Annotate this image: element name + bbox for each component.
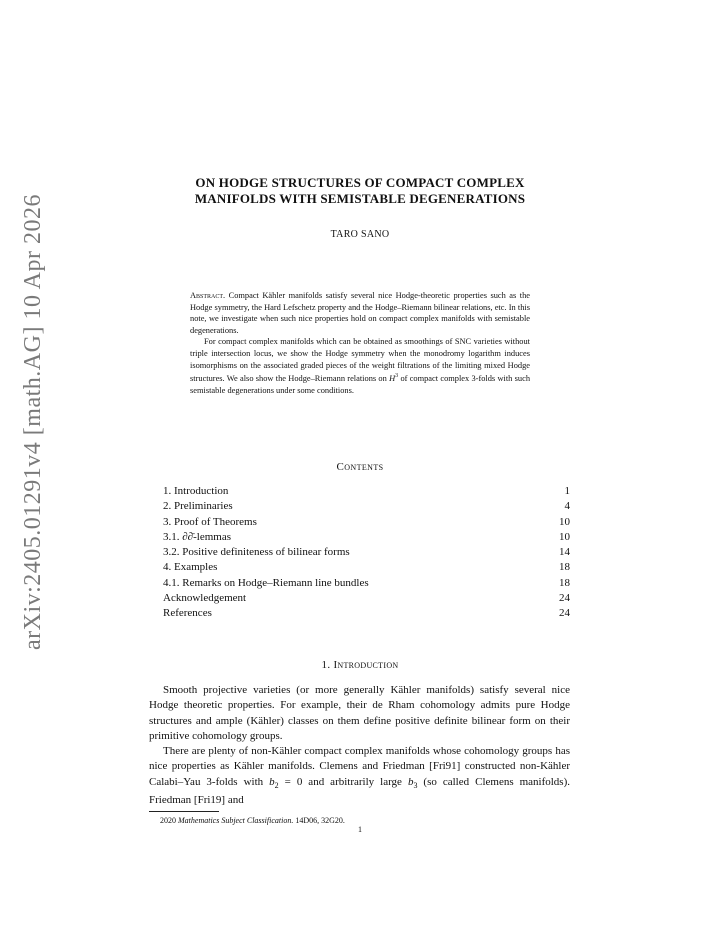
toc-entry[interactable] [163,484,570,499]
footnote-label: Mathematics Subject Classification. [178,816,294,825]
math-b2: b [269,775,275,788]
toc-entry[interactable] [163,515,570,530]
toc-entry[interactable] [163,499,570,514]
toc-entry-label: 3. Proof of Theorems [163,515,257,528]
title-line-1: ON HODGE STRUCTURES OF COMPACT COMPLEX [195,175,525,190]
paper-title [160,175,560,207]
body-paragraph-1: Smooth projective varieties (or more generally Kähler manifolds) satisfy several nice Hodge theoretic properties. For example, their de Rham cohomology admits pure Hodge structures and ample (Kähler) classes on them define positive definite bilinear form on their primitive cohomology groups. [149,684,570,742]
abstract-text-2a: For compact complex manifolds which can be obtained as smoothings of SNC varieties without triple intersection locus, we show the Hodge symmetry when the monodromy logarithm induces isomorphisms on the associated graded pieces of the weight filtrations of the limiting mixed Hodge structures. We also show the Hodge–Riemann relations on [190,337,530,383]
section-number: 1. [321,659,331,671]
toc-entry-label: References [163,607,212,620]
toc-entry[interactable] [163,606,570,621]
footnote-codes: 14D06, 32G20. [293,816,345,825]
toc-entry-label: 1. Introduction [163,485,229,497]
toc-entry-page: 1 [564,485,570,497]
page-number: 1 [358,825,362,834]
toc-entry-page: 10 [559,530,570,543]
math-h: H [389,373,396,383]
arxiv-identifier-stamp: arXiv:2405.01291v4 [math.AG] 10 Apr 2026 [20,194,46,650]
math-b3: b [407,775,414,788]
toc-entry-label: 4. Examples [163,561,218,574]
section-title: Introduction [333,659,399,671]
abstract-paragraph-1 [190,290,530,336]
abstract-heading: Abstract. [190,291,226,300]
footnote-year: 2020 [160,816,178,825]
body-text-2a: There are plenty of non-Kähler compact complex manifolds whose cohomology groups has nice properties as Kähler manifolds. Clemens and Friedman [Fri91] constructed non-Kähler Calabi–Yau 3-folds with [149,745,570,788]
body-text [149,683,570,809]
abstract-text-2b: of compact complex 3-folds with such semistable degenerations under some conditions. [190,373,531,395]
math-h-superscript: 3 [395,373,399,380]
toc-entry-page: 24 [559,592,570,605]
toc-entry[interactable] [163,545,570,560]
body-text-2c: (so called Clemens manifolds). Friedman [Fri19] and [149,775,570,807]
toc-entry[interactable] [163,576,570,591]
toc-entry-label: 3.2. Positive definiteness of bilinear forms [163,546,350,559]
toc-entry-page: 24 [559,607,570,620]
toc-entry-page: 14 [559,546,570,559]
abstract [190,290,530,396]
abstract-text-1: Compact Kähler manifolds satisfy several nice Hodge-theoretic properties such as the Hodge symmetry, the Hard Lefschetz property and the Hodge–Riemann bilinear relations, etc. In this note, we investigate when such nice properties hold on compact complex manifolds with semistable degenerations. [190,291,530,335]
toc-entry-label: 4.1. Remarks on Hodge–Riemann line bundles [163,576,369,589]
footnote-rule [149,811,219,812]
title-line-2: MANIFOLDS WITH SEMISTABLE DEGENERATIONS [194,191,526,206]
section-heading [160,659,560,671]
math-b2-subscript: 2 [274,780,279,790]
toc-entry-label: 3.1. ∂∂̄-lemmas [163,530,231,543]
toc-entry-page: 18 [559,561,570,574]
toc-entry[interactable] [163,560,570,575]
toc-entry-page: 4 [564,500,570,513]
contents-heading: Contents [336,461,384,473]
toc-entry-page: 18 [559,576,570,589]
toc-entry[interactable] [163,530,570,545]
author-name: TARO SANO [330,229,390,240]
toc-entry-label: Acknowledgement [163,592,247,605]
abstract-paragraph-2 [190,336,530,396]
toc-entry-page: 10 [559,515,570,528]
body-text-2-eq: = 0 and arbitrarily large [278,775,408,788]
footnote [160,816,345,825]
table-of-contents [163,484,570,622]
math-b3-subscript: 3 [413,780,418,790]
body-paragraph-2 [149,744,570,808]
toc-entry-label: 2. Preliminaries [163,500,233,513]
toc-entry[interactable] [163,591,570,606]
